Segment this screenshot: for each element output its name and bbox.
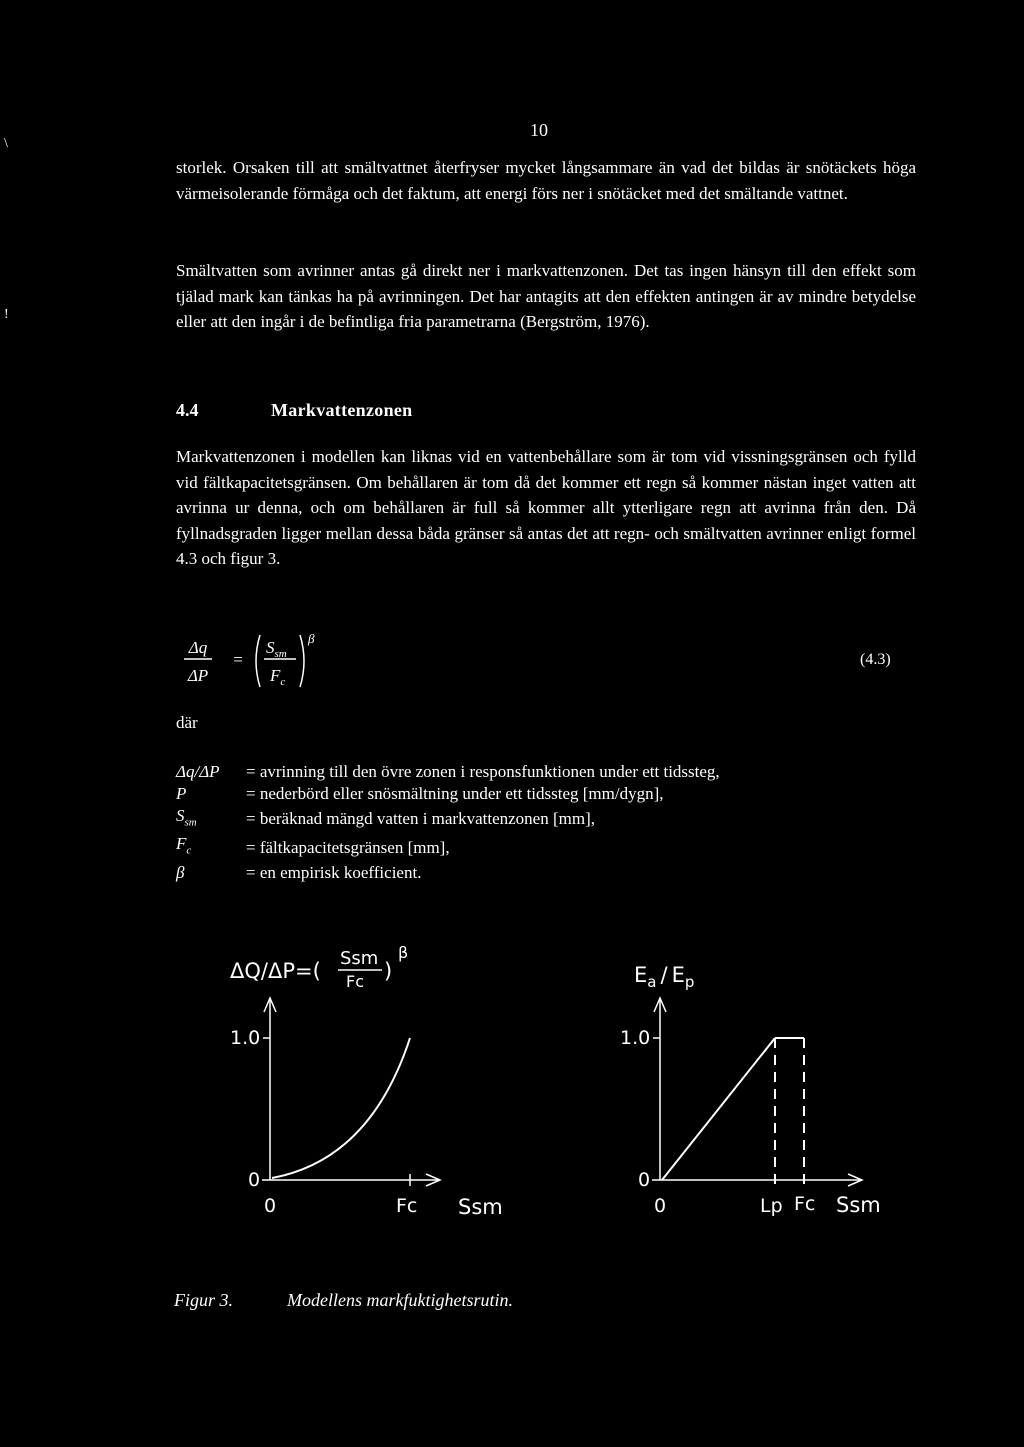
right-graph-title-sub-p: p — [684, 973, 695, 991]
formula-equals: = — [233, 650, 243, 669]
left-graph-x-tick-origin: 0 — [264, 1195, 277, 1217]
paragraph-2: Smältvatten som avrinner antas gå direkt ner i markvattenzonen. Det tas ingen hänsyn till den effekt som tjälad mark kan tänkas ha på avrinningen. Det har antagits att den effekten antingen är av mindre betydelse eller att den ingår i de befintliga fria parametrarna (Bergström, 1976). — [176, 261, 916, 331]
formula-rhs-denominator-sub: c — [280, 676, 286, 688]
formula-exponent: β — [308, 631, 315, 646]
formula-lhs-numerator: Δq — [188, 638, 208, 657]
definition-text: = nederbörd eller snösmältning under ett tidssteg [mm/dygn], — [246, 784, 664, 803]
definition-symbol-sub: sm — [184, 816, 197, 829]
paragraph-3: Markvattenzonen i modellen kan liknas vid en vattenbehållare som är tom vid vissningsgränsen och fylld vid fältkapacitetsgränsen. Om behållaren är tom då det kommer ett regn så kommer nästan inget vatten att avrinna ur denna, och om behållaren är full så kommer allt ytterligare regn att avrinna från den. Då fyllnadsgraden ligger mellan dessa båda gränser så antas det att regn- och smältvatten avrinner enligt formel 4.3 och figur 3. — [176, 447, 916, 568]
left-graph-title-exponent: β — [398, 943, 409, 962]
right-graph-y-tick-top: 1.0 — [620, 1027, 651, 1049]
right-graph-title-slash: / — [660, 963, 668, 987]
left-graph-y-tick-top: 1.0 — [230, 1027, 261, 1049]
section-number: 4.4 — [176, 400, 199, 420]
formula-rhs-numerator: S — [266, 638, 275, 657]
definition-symbol: P — [176, 784, 187, 803]
formula-rhs-numerator-sub: sm — [274, 648, 287, 660]
definition-symbol-sub: c — [186, 844, 192, 857]
definition-symbol: F — [176, 834, 187, 854]
right-graph-y-tick-bottom: 0 — [638, 1169, 651, 1191]
formula-left-paren — [256, 635, 260, 687]
formula-number: (4.3) — [860, 651, 891, 668]
margin-mark-middle: ! — [4, 307, 9, 322]
right-graph — [620, 963, 881, 1217]
definition-row — [176, 805, 720, 833]
definition-row — [176, 783, 720, 805]
formula-4-3 — [170, 625, 330, 697]
figure-3 — [200, 930, 920, 1230]
figure-caption-text: Modellens markfuktighetsrutin. — [287, 1290, 513, 1310]
svg-text:Ssm — [266, 638, 287, 660]
figure-caption-label: Figur 3. — [174, 1290, 234, 1310]
left-graph-title-numerator: Ssm — [340, 948, 379, 969]
definition-symbol: Δq/ΔP — [176, 762, 220, 781]
left-graph-curve — [272, 1038, 410, 1178]
formula-rhs-denominator: F — [270, 666, 281, 685]
definition-row — [176, 761, 720, 783]
right-graph-title-e2: E — [671, 963, 685, 987]
formula-right-paren — [300, 635, 304, 687]
paragraph-1: storlek. Orsaken till att smältvattnet återfryser mycket långsammare än vad det bildas är snötäckets höga värmeisolerande förmåga och det faktum, att energi förs ner i snötäcket med det smältande vattnet. — [176, 158, 916, 203]
left-graph-x-tick-fc: Fc — [396, 1195, 418, 1217]
definition-text: = beräknad mängd vatten i markvattenzonen [mm], — [246, 809, 595, 829]
formula-lhs-denominator: ΔP — [187, 666, 209, 685]
right-graph-title-sub-a: a — [647, 973, 657, 991]
left-graph-title-prefix: ΔQ/ΔP=( — [230, 959, 321, 983]
definition-text: = en empirisk koefficient. — [246, 862, 422, 882]
definition-symbol: S — [176, 806, 185, 825]
right-graph-x-tick-fc: Fc — [794, 1193, 816, 1215]
definition-row — [176, 833, 720, 861]
definition-text: = avrinning till den övre zonen i responsfunktionen under ett tidssteg, — [246, 762, 720, 781]
right-graph-title-e1: E — [634, 963, 648, 987]
svg-text:Ea/Ep — [634, 963, 694, 991]
definition-symbol: β — [176, 862, 185, 882]
left-graph-x-axis-label: Ssm — [458, 1195, 503, 1219]
definition-row — [176, 862, 720, 884]
page-number: 10 — [530, 120, 548, 140]
definition-text: = fältkapacitetsgränsen [mm], — [246, 837, 450, 857]
right-graph-x-tick-lp: Lp — [760, 1195, 783, 1217]
left-graph-y-tick-bottom: 0 — [248, 1169, 261, 1191]
margin-mark-top: \ — [4, 136, 8, 151]
where-label: där — [176, 713, 198, 732]
right-graph-x-tick-origin: 0 — [654, 1195, 667, 1217]
left-graph-title-suffix: ) — [384, 959, 393, 983]
section-title: Markvattenzonen — [271, 400, 413, 420]
right-graph-ramp-line — [662, 1038, 775, 1180]
definitions-list — [176, 761, 720, 884]
left-graph-title-denominator: Fc — [346, 972, 364, 991]
svg-text:ΔQ/ΔP=( — [230, 959, 321, 983]
right-graph-x-axis-label: Ssm — [836, 1193, 881, 1217]
left-graph — [230, 943, 503, 1219]
svg-text:Fc — [269, 666, 285, 688]
